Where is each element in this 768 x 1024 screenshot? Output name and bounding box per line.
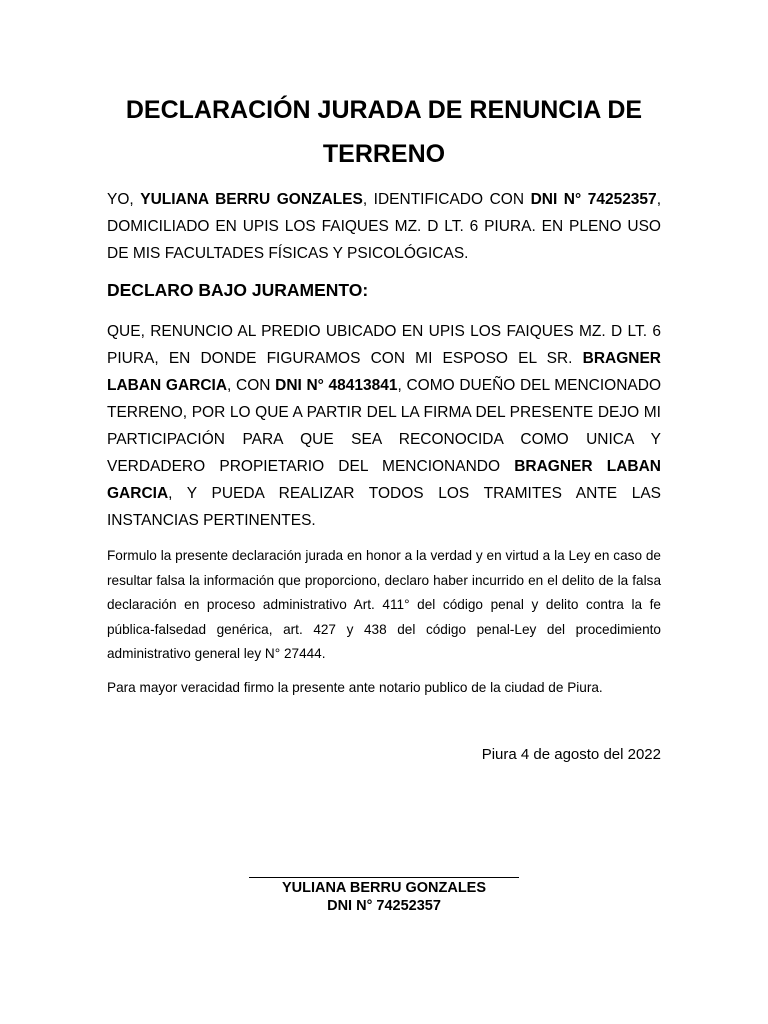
legal-formula-paragraph: Formulo la presente declaración jurada en honor a la verdad y en virtud a la Ley en caso de resultar falsa la información que proporciono, declaro haber incurrido en el delito de la falsa declaración en proceso administrativo Art. 411° del código penal y delito contra la fe pública-falsedad genérica, art. 427 y 438 del código penal-Ley del procedimiento administrativo general ley N° 27444. [107,548,661,661]
intro-text-1: YO, [107,191,141,208]
document-title: DECLARACIÓN JURADA DE RENUNCIA DE TERRENO [125,96,643,168]
signature-dni: DNI N° 74252357 [327,898,441,914]
declarant-dni: DNI N° 74252357 [530,191,657,208]
document-date: Piura 4 de agosto del 2022 [481,746,661,763]
veracity-paragraph: Para mayor veracidad firmo la presente ante notario publico de la ciudad de Piura. [107,680,603,695]
spouse-dni: DNI N° 48413841 [275,377,398,394]
declaration-heading: DECLARO BAJO JURAMENTO: [107,280,369,300]
body-paragraph [107,318,661,534]
body-text-4: , Y PUEDA REALIZAR TODOS LOS TRAMITES ANTE LAS INSTANCIAS PERTINENTES. [107,485,661,529]
signature-name: YULIANA BERRU GONZALES [281,880,487,896]
body-text-2: , CON [227,377,276,394]
body-text-1: QUE, RENUNCIO AL PREDIO UBICADO EN UPIS LOS FAIQUES MZ. D LT. 6 PIURA, EN DONDE FIGURAMOS CON MI ESPOSO EL SR. [107,323,661,367]
intro-text-2: , IDENTIFICADO CON [362,191,531,208]
intro-text-3: , DOMICILIADO EN UPIS LOS FAIQUES MZ. D LT. 6 PIURA. EN PLENO USO DE MIS FACULTADES FÍSICAS Y PSICOLÓGICAS. [107,191,661,262]
intro-paragraph [107,186,661,267]
declarant-name: YULIANA BERRU GONZALES [140,191,363,208]
spouse-name: BRAGNER LABAN GARCIA [107,350,661,394]
body-text-3: , COMO DUEÑO DEL MENCIONADO TERRENO, POR LO QUE A PARTIR DEL LA FIRMA DEL PRESENTE DEJO MI PARTICIPACIÓN PARA QUE SEA RECONOCIDA COMO UNICA Y VERDADERO PROPIETARIO DEL MENCIONANDO [107,377,661,475]
signature-line [249,877,519,878]
spouse-name-repeat: BRAGNER LABAN GARCIA [107,458,661,502]
